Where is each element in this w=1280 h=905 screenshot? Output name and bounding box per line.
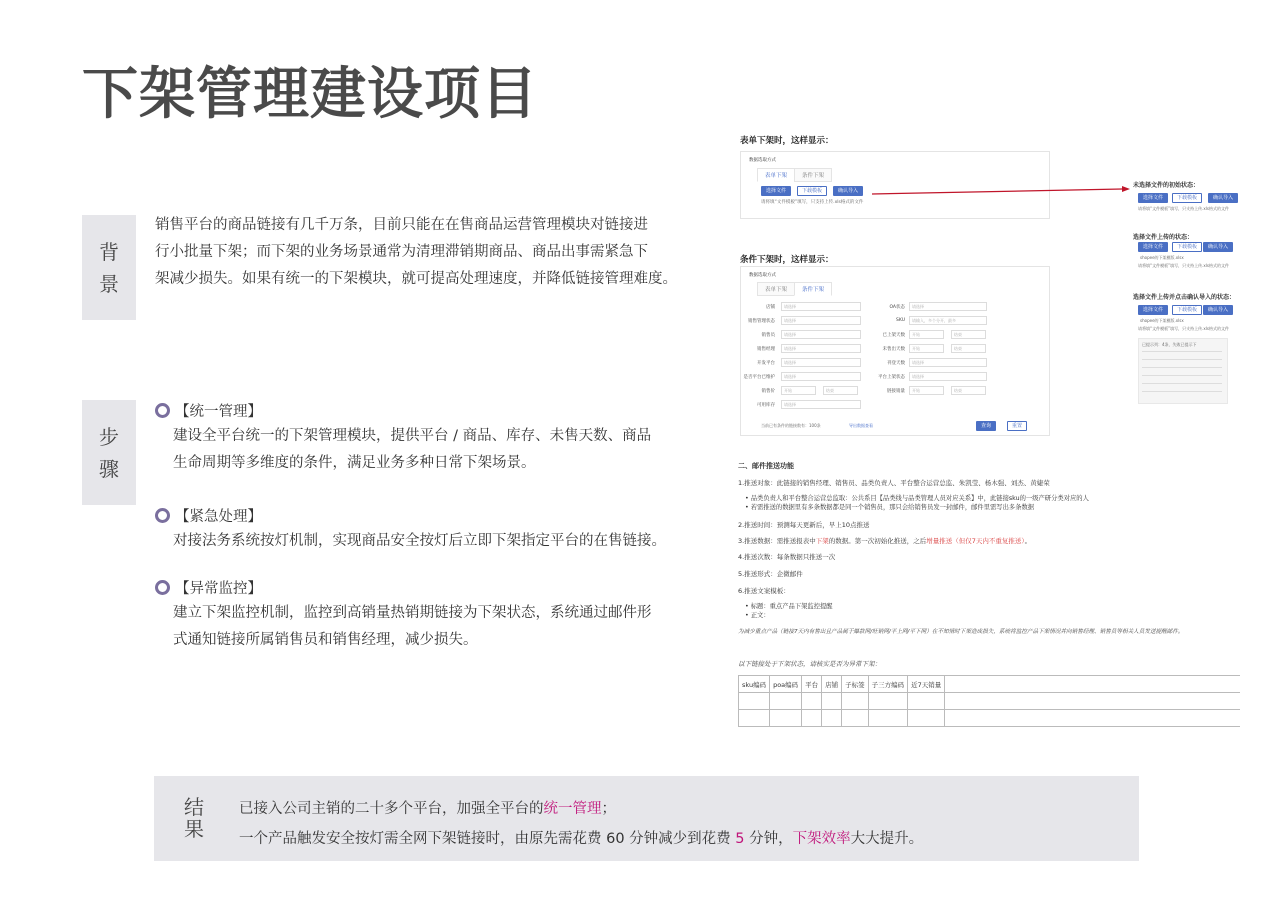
table-header: 平台: [802, 676, 822, 693]
field-input[interactable]: 请选择: [781, 316, 861, 325]
select-file-button[interactable]: [1138, 193, 1168, 203]
selected-file-name: shopee的下架模版.xlsx: [1140, 255, 1184, 260]
upload-hint: 请将填“文件模板”填写，只支持上传.xls格式的文件: [1138, 326, 1229, 331]
table-row: [739, 710, 1240, 727]
table-header-empty: [945, 676, 1240, 693]
result-text: 大大提升。: [850, 831, 924, 847]
reset-button[interactable]: [1007, 421, 1027, 431]
table-header: 子三方编码: [868, 676, 908, 693]
step-line: 式通知链接所属销售员和销售经理，减少损失。: [173, 632, 478, 648]
mail-line: 6.推送文案模板：: [738, 587, 790, 595]
table-header: sku编码: [739, 676, 770, 693]
field-label: 销售经理: [757, 347, 775, 352]
field-input[interactable]: 请选择: [781, 358, 861, 367]
tab-condition[interactable]: 条件下架: [794, 168, 832, 182]
page-title: 下架管理建设项目: [82, 62, 538, 127]
field-input[interactable]: 请选择: [781, 302, 861, 311]
confirm-import-button[interactable]: [833, 186, 863, 196]
field-label: OA状态: [889, 305, 905, 310]
bullet-item: • 若需推送的数据里有多条数据都是同一个销售员，那只会给销售员发一封邮件，邮件里需写出多条数据: [745, 504, 1035, 511]
step-line: 建设全平台统一的下架管理模块，提供平台 / 商品、库存、未售天数、商品: [173, 428, 652, 444]
upload-hint: 请将填“文件模板”填写，只支持上传.xls格式的文件: [1138, 263, 1229, 268]
condition-heading: 条件下架时，这样显示：: [740, 255, 834, 265]
bullet-item: • 标题：重点产品下架监控提醒: [745, 603, 833, 610]
background-tag-char: 景: [99, 271, 119, 296]
background-line: 销售平台的商品链接有几千万条，目前只能在在售商品运营管理模块对链接进: [155, 217, 648, 233]
range-to-input[interactable]: 结束: [951, 386, 986, 395]
mail-text: 。: [1024, 537, 1032, 545]
table-header: 近7天销量: [908, 676, 945, 693]
field-label: 可用库存: [757, 403, 775, 408]
step-title: 【统一管理】: [175, 403, 262, 420]
range-to-input[interactable]: 结束: [823, 386, 858, 395]
result-tag: [184, 796, 204, 840]
step-line: 建立下架监控机制，监控到高销量热销期链接为下架状态，系统通过邮件形: [173, 605, 652, 621]
table-row: [739, 693, 1240, 710]
button-label: 选择文件: [1143, 244, 1164, 250]
step-line: 对接法务系统按灯机制，实现商品安全按灯后立即下架指定平台的在售链接。: [173, 533, 666, 549]
button-label: 确认导入: [1208, 244, 1229, 250]
result-tag-char: 果: [184, 817, 204, 841]
circle-icon: [155, 580, 170, 595]
field-label: 平台上架状态: [878, 375, 905, 380]
result-text: ；: [601, 801, 616, 817]
button-label: 下载模板: [1177, 244, 1198, 250]
background-tag: [82, 215, 136, 320]
confirm-import-button[interactable]: [1203, 305, 1233, 315]
result-box: [154, 776, 1139, 861]
step-emergency: [155, 504, 695, 555]
field-label: 未售出天数: [882, 347, 905, 352]
field-input[interactable]: 请选择: [781, 344, 861, 353]
steps-tag: [82, 400, 136, 505]
matched-count: 当前已有条件的链接数有：100条: [761, 423, 821, 428]
export-link[interactable]: 导出数据查看: [849, 423, 873, 428]
button-label: 选择文件: [1143, 195, 1164, 201]
field-input[interactable]: 请选择: [909, 372, 987, 381]
field-input[interactable]: 请选择: [909, 358, 987, 367]
button-label: 确认导入: [1213, 195, 1234, 201]
field-label: 销售价: [761, 389, 775, 394]
mail-section-title: 二、邮件推送功能: [738, 462, 794, 470]
mail-bullets: [745, 493, 1089, 511]
field-label: 是否平台已维护: [743, 375, 775, 380]
button-label: 确认导入: [838, 188, 859, 194]
button-label: 选择文件: [766, 188, 787, 194]
field-input[interactable]: 请选择: [781, 400, 861, 409]
highlight-number: 5: [735, 831, 745, 847]
form-heading: 表单下架时，这样显示：: [740, 136, 834, 146]
background-line: 行小批量下架；而下架的业务场景通常为清理滞销期商品、商品出事需紧急下: [155, 244, 648, 260]
bullet-text: 若需推送的数据里有多条数据都是同一个销售员，那只会给销售员发一封邮件，邮件里需写出多条数据: [750, 504, 1035, 511]
result-text: 一个产品触发安全按灯需全网下架链接时，由原先需花费 60 分钟减少到花费: [239, 831, 736, 847]
field-label: 销售管理状态: [748, 319, 775, 324]
mail-line: 2.推送时间：预测每天更新后，早上10点推送: [738, 521, 870, 529]
mail-table: [738, 675, 1240, 727]
upload-hint: 请将填“文件模板”填写，只支持上传.xls格式的文件: [761, 200, 864, 205]
table-header: 子标签: [842, 676, 869, 693]
background-line: 架减少损失。如果有统一的下架模块，就可提高处理速度，并降低链接管理难度。: [155, 271, 677, 287]
tab-form[interactable]: 表单下架: [757, 282, 795, 296]
state-selected-heading: 选择文件上传的状态：: [1133, 234, 1194, 241]
field-input[interactable]: 请选择: [781, 372, 861, 381]
field-label: 链接销量: [887, 389, 905, 394]
table-intro: 以下链接处于下架状态，请核实是否为异常下架：: [738, 660, 881, 668]
range-to-input[interactable]: 结束: [951, 344, 986, 353]
result-line-1: [239, 794, 923, 824]
notice-text: 为减少重点产品（链接7天内有售出且产品属于爆款网/旺销网/平上网/平下网）在不知情时下架造成损失，系统将监控产品下架情况并向销售经理、销售员等相关人员发送提醒邮件。: [738, 629, 1184, 635]
table-header: 店铺: [822, 676, 842, 693]
range-from-input[interactable]: 开始: [909, 386, 944, 395]
button-label: 下载模板: [1177, 307, 1198, 313]
result-line-2: [239, 824, 923, 854]
range-to-input[interactable]: 结束: [951, 330, 986, 339]
arrow-icon: [870, 185, 1132, 199]
state-initial-heading: 未选择文件的初始状态：: [1133, 182, 1200, 189]
field-label: 开发平台: [757, 361, 775, 366]
bullet-item: • 正文：: [745, 612, 770, 619]
mail-line-3: [738, 536, 1238, 545]
table-header: poa编码: [770, 676, 802, 693]
field-label: 店铺: [766, 305, 775, 310]
result-tag-char: 结: [184, 795, 204, 819]
field-input[interactable]: 请输入，多个分开，最多: [909, 316, 987, 325]
step-line: 生命周期等多维度的条件，满足业务多种日常下架场景。: [173, 455, 536, 471]
red-text: 增量推送（但仅7天内不重复推送）: [926, 537, 1025, 545]
field-input[interactable]: 请选择: [909, 302, 987, 311]
download-template-button[interactable]: [797, 186, 827, 196]
result-text: 分钟，: [744, 831, 793, 847]
step-unified-management: [155, 399, 695, 477]
result-text: 已接入公司主销的二十多个平台，加强全平台的: [239, 801, 544, 817]
tab-form[interactable]: 表单下架: [757, 168, 795, 182]
field-label: SKU: [896, 318, 905, 323]
selected-file-name: shopee的下架模版.xlsx: [1140, 318, 1184, 323]
select-file-button[interactable]: [1138, 242, 1168, 252]
range-from-input[interactable]: 开始: [909, 330, 944, 339]
range-from-input[interactable]: 开始: [909, 344, 944, 353]
select-file-button[interactable]: [1138, 305, 1168, 315]
background-text: [155, 212, 690, 293]
step-title: 【异常监控】: [175, 580, 262, 597]
bullet-text: 标题：重点产品下架监控提醒: [750, 603, 833, 610]
highlight-text: 下架效率: [792, 831, 851, 847]
button-label: 确认导入: [1208, 307, 1229, 313]
condition-form-card: [740, 266, 1050, 436]
import-result-line: 已提示列：4条，失败已提示下: [1142, 342, 1197, 347]
mail-line: 4.推送次数：每条数据只推送一次: [738, 553, 836, 561]
mail-text: 3.推送数据：需推送报表中: [738, 537, 816, 545]
button-label: 重置: [1012, 423, 1023, 429]
bullet-text: 品类负责人和平台整合运营总监取：公共系目【品类线与品类管理人员对应关系】中，此链接sku的一级产研分类对应的人: [750, 495, 1089, 502]
state-imported-heading: 选择文件上传并点击确认导入的状态：: [1133, 294, 1236, 301]
circle-icon: [155, 508, 170, 523]
card-title: 数据选取方式: [749, 158, 776, 163]
template-bullets: [745, 601, 833, 619]
select-file-button[interactable]: [761, 186, 791, 196]
download-template-button[interactable]: [1172, 193, 1202, 203]
upload-hint: 请将填“文件模板”填写，只支持上传.xls格式的文件: [1138, 206, 1229, 211]
steps-tag-char: 骤: [99, 456, 119, 481]
card-title: 数据选取方式: [749, 273, 776, 278]
query-button[interactable]: [976, 421, 996, 431]
bullet-text: 正文：: [750, 612, 770, 619]
button-label: 下载模板: [802, 188, 823, 194]
button-label: 查询: [981, 423, 992, 429]
background-tag-char: 背: [99, 239, 119, 264]
import-result-box: [1138, 338, 1228, 404]
circle-icon: [155, 403, 170, 418]
step-monitoring: [155, 576, 695, 654]
range-from-input[interactable]: 开始: [781, 386, 816, 395]
field-label: 刊登天数: [887, 361, 905, 366]
confirm-import-button[interactable]: [1208, 193, 1238, 203]
mail-line: 5.推送形式：企微邮件: [738, 570, 803, 578]
download-template-button[interactable]: [1172, 242, 1202, 252]
button-label: 选择文件: [1143, 307, 1164, 313]
download-template-button[interactable]: [1172, 305, 1202, 315]
table-header-row: [739, 676, 1240, 693]
field-label: 已上架天数: [882, 333, 905, 338]
highlight-text: 统一管理: [543, 801, 602, 817]
tab-condition[interactable]: 条件下架: [794, 282, 832, 296]
confirm-import-button[interactable]: [1203, 242, 1233, 252]
button-label: 下载模板: [1177, 195, 1198, 201]
step-title: 【紧急处理】: [175, 508, 262, 525]
steps-tag-char: 步: [99, 424, 119, 449]
field-input[interactable]: 请选择: [781, 330, 861, 339]
mail-text: 的数据。第一次初始化推送，之后: [828, 537, 927, 545]
red-text: 下架: [815, 537, 829, 545]
field-label: 销售员: [761, 333, 775, 338]
bullet-item: • 品类负责人和平台整合运营总监取：公共系目【品类线与品类管理人员对应关系】中，此链接sku的一级产研分类对应的人: [745, 495, 1089, 502]
mail-line: 1.推送对象：此链接的销售经理、销售员、品类负责人、平台整合运营总监、朱凯莹、杨木强、刘杰、黄婕荣: [738, 479, 1050, 487]
